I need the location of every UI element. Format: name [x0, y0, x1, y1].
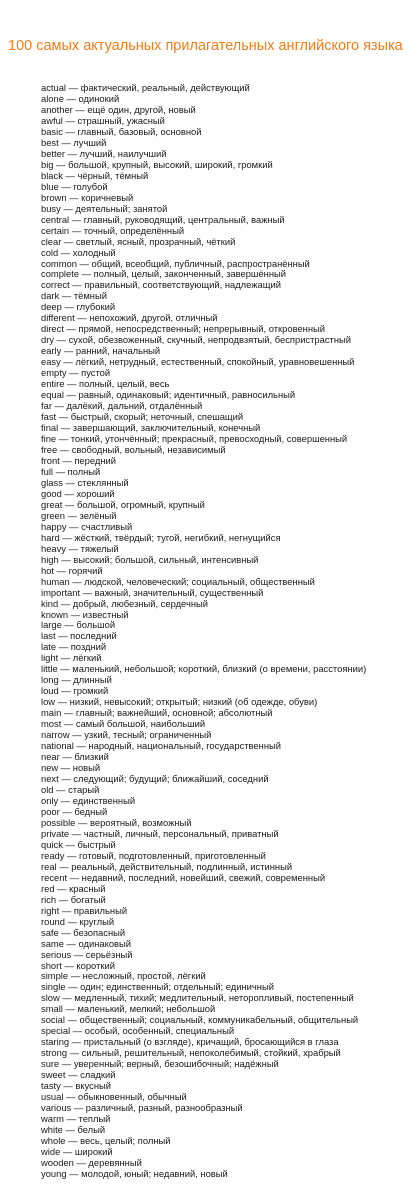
- list-item: early — ранний, начальный: [41, 345, 161, 357]
- list-item: last — последний: [41, 630, 117, 642]
- list-item: only — единственный: [41, 794, 136, 806]
- list-item: next — следующий; будущий; ближайший, соседний: [41, 773, 269, 785]
- list-item: light — лёгкий: [41, 652, 102, 664]
- list-item: tasty — вкусный: [41, 1080, 111, 1092]
- list-item: dark — тёмный: [41, 290, 107, 302]
- list-item: poor — бедный: [41, 805, 108, 817]
- list-item: short — короткий: [41, 959, 115, 971]
- list-item: warm — теплый: [41, 1113, 111, 1125]
- list-item: loud — громкий: [41, 685, 109, 697]
- list-item: easy — лёгкий, нетрудный, естественный, спокойный, уравновешенный: [41, 356, 355, 368]
- list-item: deep — глубокий: [41, 301, 116, 313]
- list-item: known — известный: [41, 608, 129, 620]
- list-item: right — правильный: [41, 904, 128, 916]
- list-item: young — молодой, юный; недавний, новый: [41, 1167, 228, 1179]
- list-item: great — большой, огромный, крупный: [41, 498, 205, 510]
- list-item: wooden — деревянный: [41, 1156, 142, 1168]
- list-item: final — завершающий, заключительный, конечный: [41, 422, 261, 434]
- list-item: heavy — тяжелый: [41, 542, 119, 554]
- list-item: big — большой, крупный, высокий, широкий, громкий: [41, 158, 273, 170]
- list-item: serious — серьёзный: [41, 948, 133, 960]
- list-item: front — передний: [41, 454, 116, 466]
- list-item: brown — коричневый: [41, 191, 134, 203]
- list-item: same — одинаковый: [41, 937, 131, 949]
- list-item: strong — сильный, решительный, непоколебимый, стойкий, храбрый: [41, 1047, 341, 1059]
- list-item: busy — деятельный; занятой: [41, 202, 168, 214]
- list-item: glass — стеклянный: [41, 476, 129, 488]
- list-item: late — поздний: [41, 641, 107, 653]
- list-item: ready — готовый, подготовленный, приготовленный: [41, 849, 266, 861]
- list-item: whole — весь, целый; полный: [41, 1135, 171, 1146]
- list-item: fast — быстрый, скорый; неточный, спешащий: [41, 411, 244, 423]
- list-item: main — главный; важнейший, основной; абсолютный: [41, 707, 273, 719]
- list-item: wide — широкий: [41, 1145, 113, 1157]
- list-item: usual — обыкновенный, обычный: [41, 1091, 187, 1103]
- list-item: happy — счастливый: [41, 520, 133, 532]
- list-item: different — непохожий, другой, отличный: [41, 312, 218, 324]
- list-item: near — близкий: [41, 751, 109, 763]
- list-item: most — самый большой, наибольший: [41, 718, 206, 730]
- list-item: simple — несложный, простой, лёгкий: [41, 970, 206, 982]
- list-item: possible — вероятный, возможный: [41, 816, 192, 828]
- list-item: large — большой: [41, 619, 116, 631]
- list-item: awful — страшный, ужасный: [41, 114, 165, 126]
- list-item: rich — богатый: [41, 893, 106, 905]
- list-item: round — круглый: [41, 915, 115, 927]
- list-item: sweet — сладкий: [41, 1069, 116, 1081]
- list-item: single — один; единственный; отдельный; единичный: [41, 981, 274, 993]
- list-item: hard — жёсткий, твёрдый; тугой, негибкий, негнущийся: [41, 531, 281, 543]
- list-item: complete — полный, целый, законченный, завершённый: [41, 268, 286, 280]
- list-item: empty — пустой: [41, 367, 111, 379]
- list-item: private — частный, личный, персональный, приватный: [41, 827, 279, 839]
- list-item: old — старый: [41, 784, 100, 795]
- list-item: human — людской, человеческий; социальный, общественный: [41, 575, 315, 587]
- list-item: kind — добрый, любезный, сердечный: [41, 597, 208, 609]
- list-item: small — маленький, мелкий; небольшой: [41, 1003, 216, 1015]
- list-item: alone — одинокий: [41, 92, 120, 104]
- list-item: far — далёкий, дальний, отдалённый: [41, 400, 203, 412]
- list-item: green — зелёный: [41, 509, 117, 521]
- list-item: basic — главный, базовый, основной: [41, 125, 202, 137]
- list-item: free — свободный, вольный, независимый: [41, 443, 226, 455]
- list-item: central — главный, руководящий, центральный, важный: [41, 213, 285, 225]
- adjective-list: [41, 82, 366, 1179]
- list-item: dry — сухой, обезвоженный, скучный, непродвзятый, беспристрастный: [41, 334, 351, 346]
- list-item: quick — быстрый: [41, 838, 116, 850]
- list-item: low — низкий, невысокий; открытый; низкий (об одежде, обуви): [41, 696, 318, 708]
- list-item: cold — холодный: [41, 246, 116, 258]
- list-item: clear — светлый, ясный, прозрачный, чёткий: [41, 235, 236, 247]
- list-item: sure — уверенный; верный, безошибочный; надёжный: [41, 1058, 279, 1070]
- list-item: slow — медленный, тихий; медлительный, неторопливый, постепенный: [41, 992, 354, 1004]
- list-item: long — длинный: [41, 674, 112, 686]
- list-item: hot — горячий: [41, 564, 103, 576]
- list-item: full — полный: [41, 465, 101, 477]
- list-item: staring — пристальный (о взгляде), кричащий, бросающийся в глаза: [41, 1036, 339, 1048]
- list-item: red — красный: [41, 882, 106, 894]
- list-item: white — белый: [41, 1124, 106, 1136]
- list-item: fine — тонкий, утончённый; прекрасный, превосходный, совершенный: [41, 433, 348, 444]
- list-item: direct — прямой, непосредственный; непрерывный, откровенный: [41, 323, 325, 335]
- list-item: certain — точный, определённый: [41, 224, 185, 236]
- list-item: better — лучший, наилучший: [41, 147, 167, 159]
- list-item: little — маленький, небольшой; короткий, близкий (о времени, расстоянии): [41, 663, 367, 675]
- list-item: special — особый, особенный, специальный: [41, 1025, 235, 1037]
- page-title: 100 самых актуальных прилагательных английского языка: [8, 38, 403, 54]
- list-item: black — чёрный, тёмный: [41, 169, 149, 181]
- list-item: real — реальный, действительный, подлинный, истинный: [41, 860, 293, 872]
- list-item: blue — голубой: [41, 180, 108, 192]
- list-item: recent — недавний, последний, новейший, свежий, современный: [41, 871, 326, 883]
- list-item: high — высокий; большой, сильный, интенсивный: [41, 553, 259, 565]
- list-item: good — хороший: [41, 487, 115, 499]
- list-item: equal — равный, одинаковый; идентичный, равносильный: [41, 389, 296, 401]
- list-item: another — ещё один, другой, новый: [41, 103, 196, 115]
- list-item: actual — фактический, реальный, действующий: [41, 82, 250, 93]
- list-item: safe — безопасный: [41, 926, 126, 938]
- list-item: new — новый: [41, 762, 101, 774]
- list-item: important — важный, значительный, существенный: [41, 586, 264, 598]
- list-item: various — различный, разный, разнообразный: [41, 1102, 243, 1114]
- list-item: national — народный, национальный, государственный: [41, 740, 281, 752]
- list-item: common — общий, всеобщий, публичный, распространённый: [41, 257, 310, 269]
- list-item: social — общественный; социальный, коммуникабельный, общительный: [41, 1014, 359, 1026]
- list-item: best — лучший: [41, 136, 107, 148]
- list-item: entire — полный, целый, весь: [41, 378, 170, 390]
- list-item: narrow — узкий, тесный; ограниченный: [41, 729, 212, 741]
- list-item: correct — правильный, соответствующий, надлежащий: [41, 279, 281, 291]
